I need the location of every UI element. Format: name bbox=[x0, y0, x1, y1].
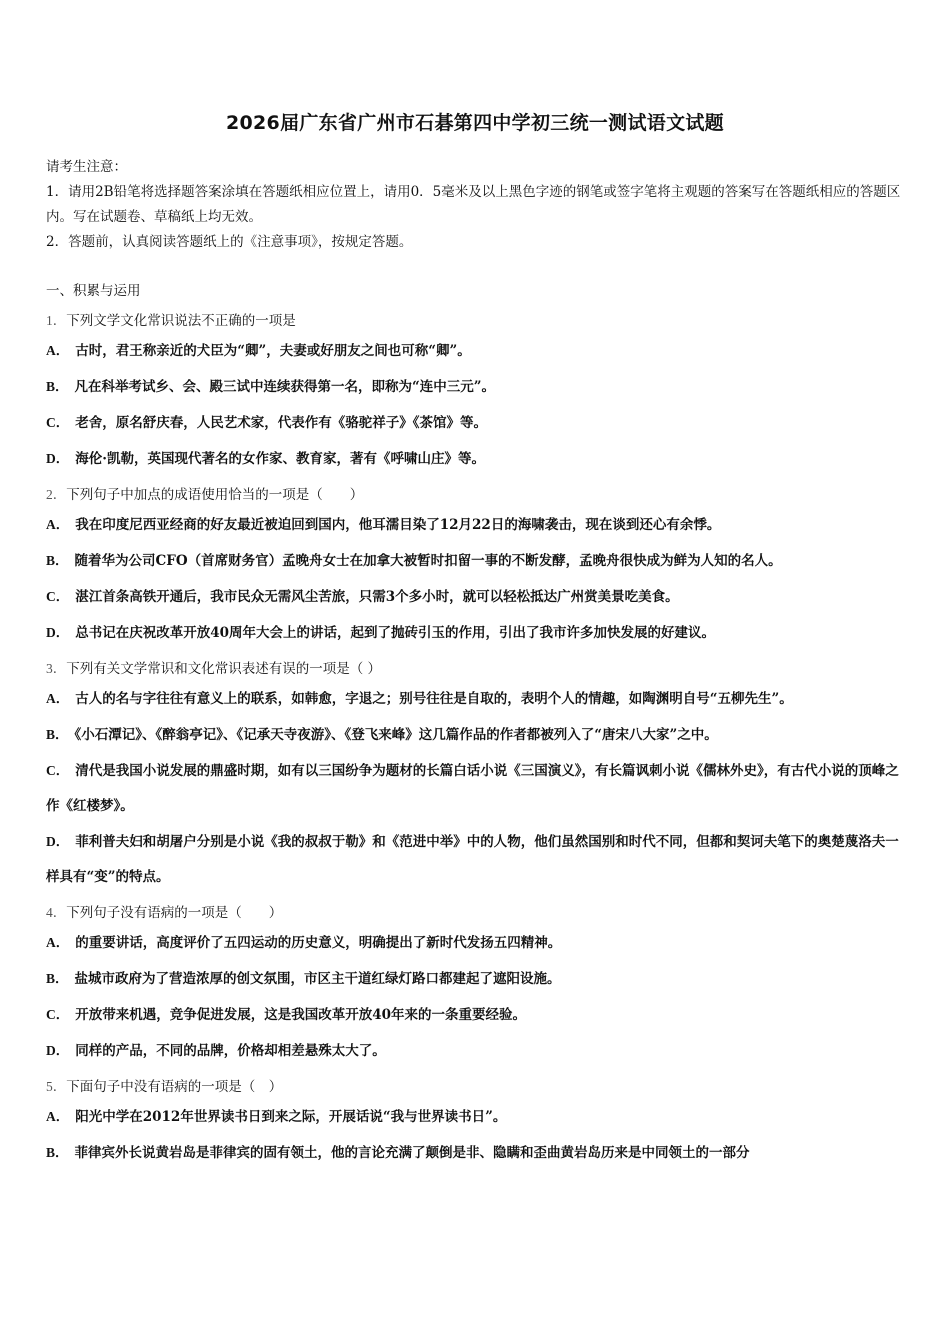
option-a bbox=[46, 333, 904, 369]
question-text: 下列句子中加点的成语使用恰当的一项是（ ） bbox=[66, 487, 364, 503]
option-label: C． bbox=[46, 763, 70, 778]
option-text: 总书记在庆祝改革开放40周年大会上的讲话，起到了抛砖引玉的作用，引出了我市许多加快发展的好建议。 bbox=[75, 625, 716, 641]
option-b bbox=[46, 1135, 904, 1171]
question-stem bbox=[46, 483, 904, 507]
option-label: A． bbox=[46, 1109, 70, 1124]
option-b bbox=[46, 961, 904, 997]
option-b bbox=[46, 543, 904, 579]
question-number: 1． bbox=[46, 313, 67, 328]
question-number: 4． bbox=[46, 905, 67, 920]
option-label: D． bbox=[46, 451, 70, 466]
option-text: 老舍，原名舒庆春，人民艺术家，代表作有《骆驼祥子》《茶馆》等。 bbox=[75, 415, 487, 431]
question-text: 下列有关文学常识和文化常识表述有误的一项是（ ） bbox=[66, 661, 382, 677]
option-text: 我在印度尼西亚经商的好友最近被迫回到国内，他耳濡目染了12月22日的海啸袭击，现在谈到还心有余悸。 bbox=[75, 517, 721, 533]
question-stem bbox=[46, 901, 904, 925]
option-text: 古时，君王称亲近的犬臣为“卿”，夫妻或好朋友之间也可称“卿”。 bbox=[75, 343, 471, 359]
question-text: 下列文学文化常识说法不正确的一项是 bbox=[66, 313, 296, 329]
option-text: 湛江首条高铁开通后，我市民众无需风尘苦旅，只需3个多小时，就可以轻松抵达广州赏美景吃美食。 bbox=[75, 589, 679, 605]
option-text: 阳光中学在2012年世界读书日到来之际，开展话说“我与世界读书日”。 bbox=[75, 1109, 507, 1125]
option-d bbox=[46, 441, 904, 477]
option-label: A． bbox=[46, 343, 70, 358]
question-stem bbox=[46, 1075, 904, 1099]
option-c bbox=[46, 997, 904, 1033]
option-text: 菲律宾外长说黄岩岛是菲律宾的固有领土，他的言论充满了颠倒是非、隐瞒和歪曲黄岩岛历来是中同领土的一部分 bbox=[74, 1145, 750, 1161]
question-stem bbox=[46, 309, 904, 333]
option-a bbox=[46, 681, 904, 717]
question-number: 3． bbox=[46, 661, 67, 676]
option-d bbox=[46, 615, 904, 651]
option-b bbox=[46, 369, 904, 405]
option-d bbox=[46, 824, 904, 895]
option-text: 开放带来机遇，竞争促进发展，这是我国改革开放40年来的一条重要经验。 bbox=[75, 1007, 527, 1023]
page-title: 2026届广东省广州市石碁第四中学初三统一测试语文试题 bbox=[226, 112, 724, 134]
option-text: 凡在科举考试乡、会、殿三试中连续获得第一名，即称为“连中三元”。 bbox=[74, 379, 496, 395]
option-text: 菲利普夫妇和胡屠户分别是小说《我的叔叔于勒》和《范进中举》中的人物，他们虽然国别和时代不同，但都和契诃夫笔下的奥楚蔑洛夫一样具有“变”的特点。 bbox=[46, 834, 899, 885]
option-label: B． bbox=[46, 727, 69, 742]
option-label: D． bbox=[46, 834, 70, 849]
option-d bbox=[46, 1033, 904, 1069]
question-number: 5． bbox=[46, 1079, 67, 1094]
option-label: D． bbox=[46, 625, 70, 640]
notice-block bbox=[46, 155, 904, 255]
question-stem bbox=[46, 657, 904, 681]
option-text: 古人的名与字往往有意义上的联系，如韩愈，字退之；别号往往是自取的，表明个人的情趣，如陶渊明自号“五柳先生”。 bbox=[75, 691, 793, 707]
option-label: B． bbox=[46, 1145, 69, 1160]
option-a bbox=[46, 1099, 904, 1135]
notice-item: 2．答题前，认真阅读答题纸上的《注意事项》，按规定答题。 bbox=[46, 234, 413, 250]
option-text: 同样的产品，不同的品牌，价格却相差悬殊太大了。 bbox=[75, 1043, 386, 1059]
option-label: C． bbox=[46, 415, 70, 430]
option-label: C． bbox=[46, 1007, 70, 1022]
question-text: 下面句子中没有语病的一项是（ ） bbox=[66, 1079, 283, 1095]
option-c bbox=[46, 405, 904, 441]
option-text: 随着华为公司CFO（首席财务官）孟晚舟女士在加拿大被暂时扣留一事的不断发酵，孟晚舟很快成为鲜为人知的名人。 bbox=[74, 553, 782, 569]
option-label: B． bbox=[46, 553, 69, 568]
option-text: 的重要讲话，高度评价了五四运动的历史意义，明确提出了新时代发扬五四精神。 bbox=[75, 935, 562, 951]
option-c bbox=[46, 753, 904, 824]
option-text: 《小石潭记》、《醉翁亭记》、《记承天寺夜游》、《登飞来峰》这几篇作品的作者都被列入了“唐宋八大家”之中。 bbox=[74, 727, 718, 743]
option-text: 清代是我国小说发展的鼎盛时期，如有以三国纷争为题材的长篇白话小说《三国演义》，有长篇讽刺小说《儒林外史》，有古代小说的顶峰之作《红楼梦》。 bbox=[46, 763, 899, 814]
question-number: 2． bbox=[46, 487, 67, 502]
option-label: C． bbox=[46, 589, 70, 604]
option-label: A． bbox=[46, 935, 70, 950]
question-text: 下列句子没有语病的一项是（ ） bbox=[66, 905, 283, 921]
option-label: A． bbox=[46, 691, 70, 706]
notice-item: 1．请用2B铅笔将选择题答案涂填在答题纸相应位置上，请用0．5毫米及以上黑色字迹的钢笔或签字笔将主观题的答案写在答题纸相应的答题区内。写在试题卷、草稿纸上均无效。 bbox=[46, 184, 901, 225]
section-heading: 一、积累与运用 bbox=[46, 283, 141, 299]
option-a bbox=[46, 925, 904, 961]
option-text: 盐城市政府为了营造浓厚的创文氛围，市区主干道红绿灯路口都建起了遮阳设施。 bbox=[74, 971, 561, 987]
option-label: B． bbox=[46, 379, 69, 394]
option-c bbox=[46, 579, 904, 615]
option-text: 海伦·凯勒，英国现代著名的女作家、教育家，著有《呼啸山庄》等。 bbox=[75, 451, 485, 467]
option-b bbox=[46, 717, 904, 753]
option-a bbox=[46, 507, 904, 543]
notice-heading: 请考生注意： bbox=[46, 159, 127, 175]
option-label: B． bbox=[46, 971, 69, 986]
option-label: D． bbox=[46, 1043, 70, 1058]
option-label: A． bbox=[46, 517, 70, 532]
